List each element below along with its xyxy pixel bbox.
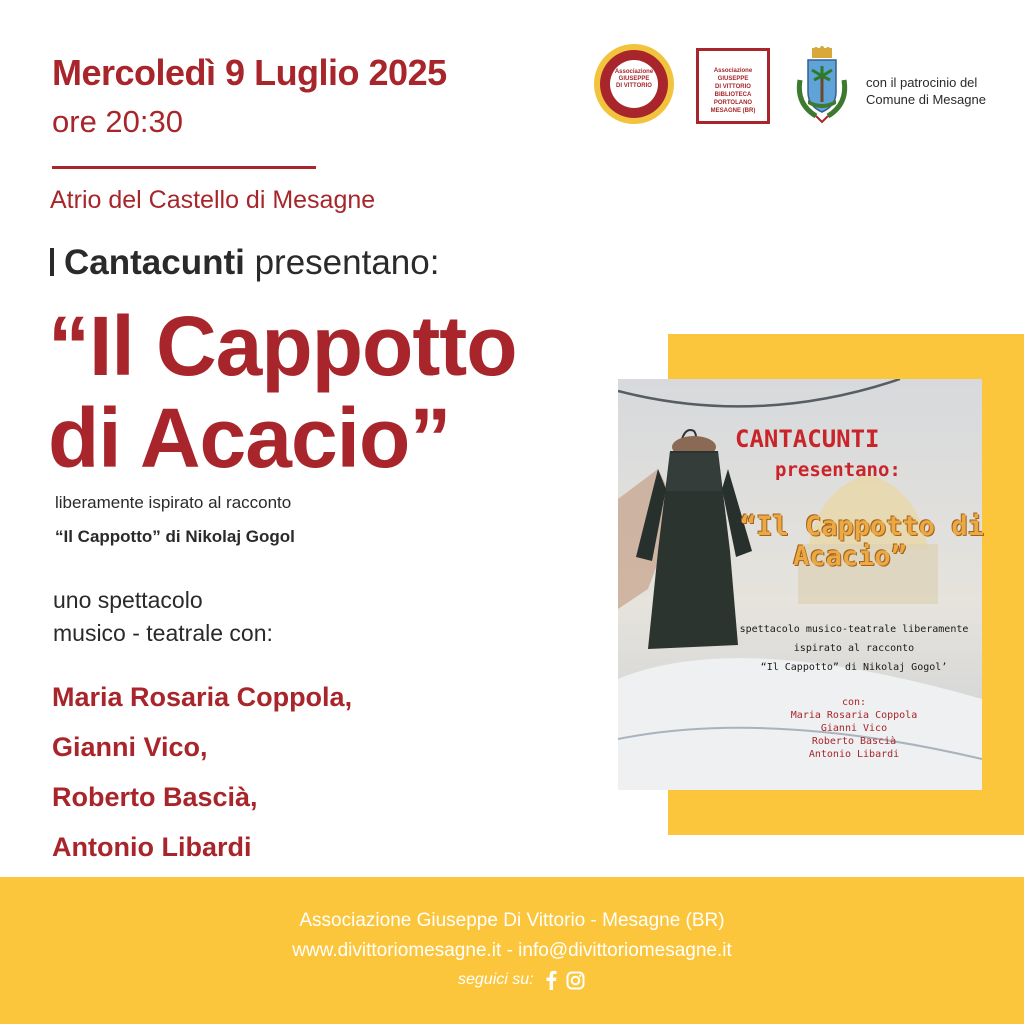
footer-contact[interactable]: www.divittoriomesagne.it - info@divittoriomesagne.it (292, 940, 732, 961)
comune-crest-icon (792, 46, 852, 126)
associazione-di-vittorio-logo (696, 48, 770, 124)
poster-title-line1: “Il Cappotto di (740, 511, 984, 542)
amici-di-vittorio-logo (594, 44, 674, 124)
event-date: Mercoledì 9 Luglio 2025 (52, 52, 447, 93)
logo-text: BIBLIOTECA PORTOLANO (713, 92, 753, 106)
patronage-line2: Comune di Mesagne (866, 92, 986, 107)
show-description-line2: musico - teatrale con: (53, 620, 273, 646)
show-title (48, 300, 517, 484)
event-time: ore 20:30 (52, 104, 183, 139)
poster-desc-line: ispirato al racconto (793, 643, 915, 654)
subtitle-line1: liberamente ispirato al racconto (55, 493, 292, 512)
logo-text: Associazione (713, 68, 753, 74)
poster-desc-line: spettacolo musico-teatrale liberamente (739, 624, 969, 635)
poster-cast-member: Gianni Vico (820, 723, 888, 734)
poster-header: CANTACUNTI (735, 425, 880, 453)
presents-line (50, 243, 439, 283)
presents-verb: presentano: (254, 243, 440, 282)
patronage-text (866, 74, 986, 108)
cast-member: Maria Rosaria Coppola, (52, 682, 353, 712)
divider (52, 166, 316, 169)
presents-prefix-mark (50, 248, 54, 276)
poster-cast-member: Antonio Libardi (808, 749, 900, 760)
show-title-line1: “Il Cappotto (48, 299, 517, 393)
group-name: Cantacunti (64, 243, 245, 282)
logo-text: DI VITTORIO (616, 83, 652, 89)
footer-follow: seguici su: (458, 971, 534, 988)
logo-text: MESAGNE (BR) (710, 108, 756, 114)
poster-cast-member: Roberto Bascià (811, 736, 897, 747)
show-description-line1: uno spettacolo (53, 587, 203, 613)
poster-cast-member: Maria Rosaria Coppola (790, 710, 918, 721)
poster-con: con: (841, 697, 867, 708)
poster-desc-line: “Il Cappotto” di Nikolaj Gogol’ (760, 662, 948, 673)
patronage-line1: con il patrocinio del (866, 75, 978, 90)
logo-text: DI VITTORIO (715, 84, 751, 90)
cast-member: Gianni Vico, (52, 732, 208, 762)
show-title-line2: di Acacio” (48, 391, 451, 485)
logo-text: Associazione (614, 69, 654, 75)
facebook-icon[interactable] (544, 970, 558, 990)
logo-text: GIUSEPPE (717, 76, 749, 82)
logo-text: GIUSEPPE (618, 76, 650, 82)
event-venue: Atrio del Castello di Mesagne (50, 186, 376, 214)
poster-title (740, 511, 984, 572)
cast-member: Roberto Bascià, (52, 782, 258, 812)
poster-cast (720, 696, 988, 761)
poster-title-line2: Acacio” (793, 541, 907, 572)
cast-member: Antonio Libardi (52, 832, 252, 862)
subtitle-line2: “Il Cappotto” di Nikolaj Gogol (55, 527, 295, 546)
footer-org: Associazione Giuseppe Di Vittorio - Mesagne (BR) (299, 910, 725, 931)
poster-description (720, 620, 988, 677)
cast-list (52, 672, 352, 872)
instagram-icon[interactable] (566, 971, 585, 990)
poster-presents: presentano: (775, 459, 901, 481)
